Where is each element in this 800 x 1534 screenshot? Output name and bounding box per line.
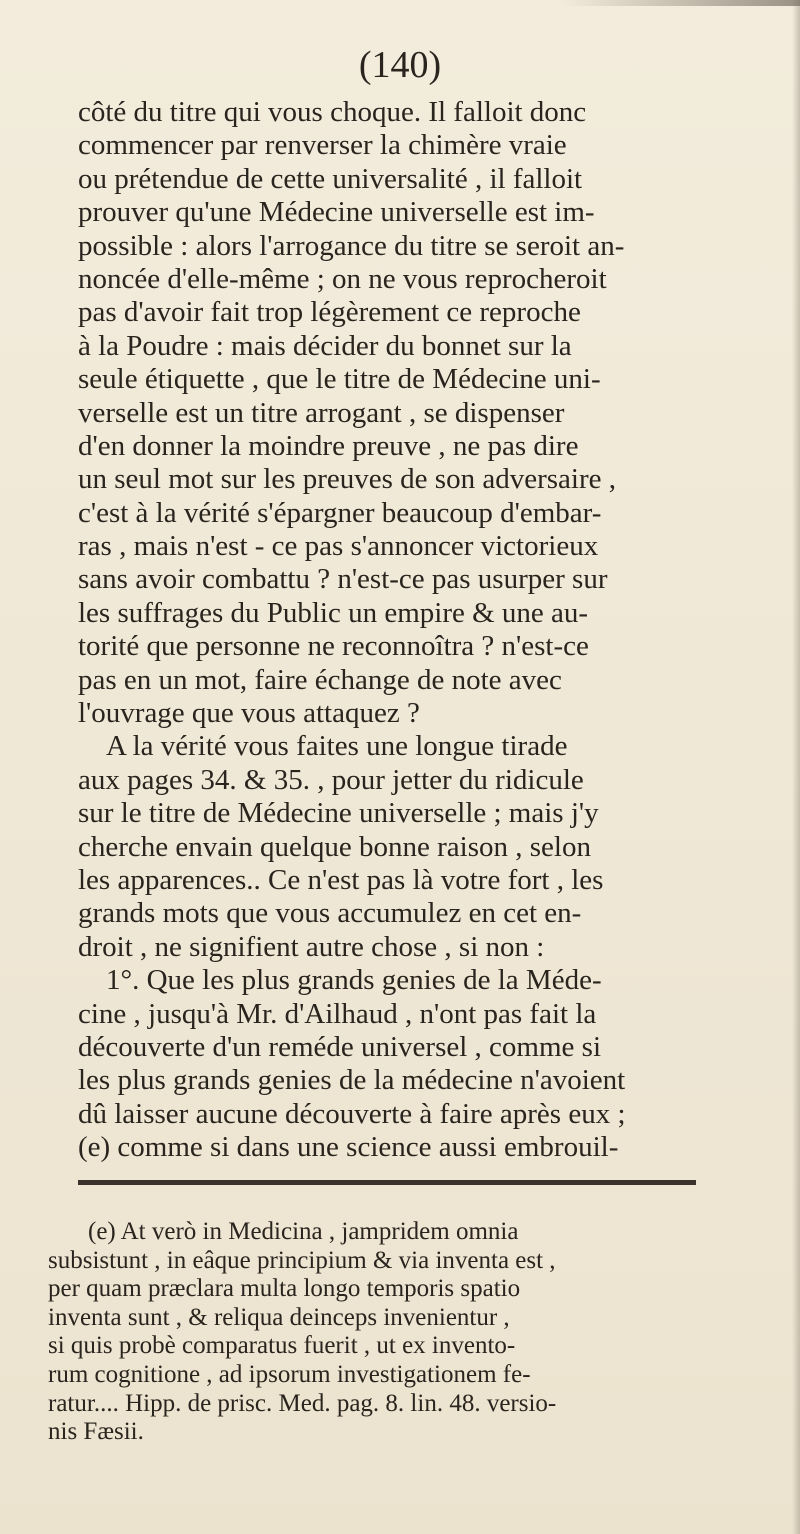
text-line: pas en un mot, faire échange de note avec xyxy=(78,663,562,696)
footnote-line: inventa sunt , & reliqua deinceps invenientur , xyxy=(48,1303,510,1331)
text-line: seule étiquette , que le titre de Médecine uni- xyxy=(78,363,601,396)
text-line: un seul mot sur les preuves de son adversaire , xyxy=(78,463,616,496)
text-line: pas d'avoir fait trop légèrement ce reproche xyxy=(78,296,581,329)
page-number: (140) xyxy=(358,44,442,86)
text-line: grands mots que vous accumulez en cet en- xyxy=(78,897,582,930)
text-line: cherche envain quelque bonne raison , selon xyxy=(78,830,591,863)
main-text xyxy=(78,96,798,1165)
text-line: possible : alors l'arrogance du titre se seroit an- xyxy=(78,229,625,262)
text-line: (e) comme si dans une science aussi embrouil- xyxy=(78,1131,619,1164)
text-line: A la vérité vous faites une longue tirade xyxy=(106,730,568,763)
text-line: torité que personne ne reconnoîtra ? n'est-ce xyxy=(78,630,589,663)
top-edge-shadow xyxy=(560,0,800,6)
text-line: droit , ne signifient autre chose , si non : xyxy=(78,930,545,963)
text-line: prouver qu'une Médecine universelle est im- xyxy=(78,196,595,229)
text-line: 1°. Que les plus grands genies de la Méde- xyxy=(106,964,602,997)
text-line: les apparences.. Ce n'est pas là votre fort , les xyxy=(78,863,604,896)
text-line: c'est à la vérité s'épargner beaucoup d'embar- xyxy=(78,496,602,529)
text-line: ou prétendue de cette universalité , il falloit xyxy=(78,162,583,195)
text-line: cine , jusqu'à Mr. d'Ailhaud , n'ont pas fait la xyxy=(78,997,597,1030)
text-line: les plus grands genies de la médecine n'avoient xyxy=(78,1064,626,1097)
text-line: les suffrages du Public un empire & une au- xyxy=(78,596,589,629)
text-line: sur le titre de Médecine universelle ; mais j'y xyxy=(78,797,599,830)
text-line: l'ouvrage que vous attaquez ? xyxy=(78,697,420,730)
footnote-line: ratur.... Hipp. de prisc. Med. pag. 8. lin. 48. versio- xyxy=(48,1389,557,1417)
text-line: d'en donner la moindre preuve , ne pas dire xyxy=(78,429,579,462)
text-line: dû laisser aucune découverte à faire après eux ; xyxy=(78,1097,626,1130)
text-line: côté du titre qui vous choque. Il falloit donc xyxy=(78,96,587,128)
text-line: commencer par renverser la chimère vraie xyxy=(78,129,567,162)
text-line: verselle est un titre arrogant , se dispenser xyxy=(78,396,565,429)
footnote-line: (e) At verò in Medicina , jampridem omnia xyxy=(88,1218,519,1245)
text-line: découverte d'un reméde universel , comme si xyxy=(78,1030,602,1063)
text-line: ras , mais n'est - ce pas s'annoncer victorieux xyxy=(78,530,599,563)
footnote-line: nis Fæsii. xyxy=(48,1418,144,1446)
text-line: à la Poudre : mais décider du bonnet sur la xyxy=(78,329,572,362)
footnote-line: rum cognitione , ad ipsorum investigationem fe- xyxy=(48,1360,531,1388)
footnote-divider xyxy=(78,1180,696,1185)
footnote-line: per quam præclara multa longo temporis spatio xyxy=(48,1275,521,1303)
footnote-line: subsistunt , in eâque principium & via inventa est , xyxy=(48,1246,556,1274)
text-line: aux pages 34. & 35. , pour jetter du ridicule xyxy=(78,763,584,796)
text-line: sans avoir combattu ? n'est-ce pas usurper sur xyxy=(78,563,608,596)
text-line: noncée d'elle-même ; on ne vous reprocheroit xyxy=(78,262,607,295)
footnote-line: si quis probè comparatus fuerit , ut ex invento- xyxy=(48,1332,516,1360)
footnote xyxy=(48,1218,788,1447)
